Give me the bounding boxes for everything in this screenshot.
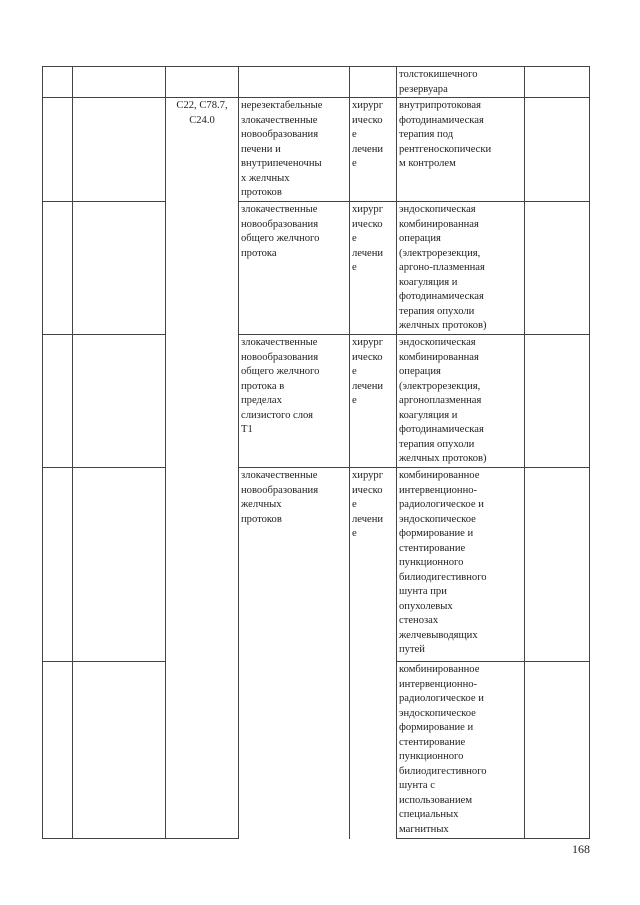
table-cell-profile: [73, 662, 166, 839]
table-cell-method: [397, 202, 525, 335]
table-row: [43, 202, 590, 335]
page-number: 168: [572, 842, 590, 856]
icd-codes: С22, С78.7, С24.0: [176, 100, 228, 126]
treatment-text: хирург ическо е лечени е: [352, 100, 384, 169]
medical-care-table: [42, 66, 590, 839]
table-cell-cost: [525, 202, 590, 335]
table-cell-treatment: [350, 335, 397, 468]
table-row: [43, 468, 590, 662]
table-cell-method: [397, 662, 525, 839]
method-text: толстокишечного резервуара: [399, 69, 478, 95]
method-text: комбинированное интервенционно- радиологическое и эндоскопическое формирование и стентирование пункционного билиодигестивного шунта с использованием специальных магнитных: [399, 664, 487, 835]
table-cell-cost: [525, 662, 590, 839]
table-cell-disease: [239, 202, 350, 335]
table-cell-number: [43, 335, 73, 468]
table-cell-method: [397, 67, 525, 98]
table-cell-number: [43, 662, 73, 839]
table-cell-treatment: [350, 98, 397, 202]
table-cell-profile: [73, 202, 166, 335]
table-cell-disease: [239, 335, 350, 468]
table-cell-method: [397, 468, 525, 662]
table-cell-disease: [239, 67, 350, 98]
table-cell-number: [43, 98, 73, 202]
table-row: [43, 98, 590, 202]
table-cell-number: [43, 67, 73, 98]
table-cell-cost: [525, 98, 590, 202]
table-cell-treatment: [350, 202, 397, 335]
table-cell-cost: [525, 67, 590, 98]
disease-text: злокачественные новообразования общего желчного протока: [241, 204, 320, 259]
table-cell-disease: [239, 98, 350, 202]
treatment-text: хирург ическо е лечени е: [352, 204, 384, 273]
table-cell-method: [397, 335, 525, 468]
table-cell-profile: [73, 468, 166, 662]
table-cell-code: [166, 662, 239, 839]
table-cell-treatment: [350, 468, 397, 839]
table-cell-number: [43, 468, 73, 662]
table-cell-code: [166, 67, 239, 98]
table-cell-disease: [239, 468, 350, 839]
table-cell-treatment: [350, 67, 397, 98]
table-cell-code: [166, 98, 239, 662]
table-row: [43, 67, 590, 98]
table-cell-profile: [73, 98, 166, 202]
table-cell-method: [397, 98, 525, 202]
method-text: комбинированное интервенционно- радиологическое и эндоскопическое формирование и стентирование пункционного билиодигестивного шунта при опухолевых стенозах желчевыводящих путей: [399, 470, 487, 655]
table-cell-number: [43, 202, 73, 335]
table-row: [43, 335, 590, 468]
method-text: внутрипротоковая фотодинамическая терапия под рентгеноскопически м контролем: [399, 100, 492, 169]
treatment-text: хирург ическо е лечени е: [352, 470, 384, 539]
disease-text: нерезектабельные злокачественные новообразования печени и внутрипеченочны х желчных протоков: [241, 100, 323, 198]
disease-text: злокачественные новообразования общего желчного протока в пределах слизистого слоя Т1: [241, 337, 320, 435]
table-cell-cost: [525, 468, 590, 662]
table-cell-profile: [73, 335, 166, 468]
method-text: эндоскопическая комбинированная операция (электрорезекция, аргоно-плазменная коагуляция и фотодинамическая терапия опухоли желчных протоков): [399, 204, 487, 331]
table-cell-cost: [525, 335, 590, 468]
method-text: эндоскопическая комбинированная операция (электрорезекция, аргоноплазменная коагуляция и фотодинамическая терапия опухоли желчных протоков): [399, 337, 487, 464]
treatment-text: хирург ическо е лечени е: [352, 337, 384, 406]
disease-text: злокачественные новообразования желчных протоков: [241, 470, 319, 525]
table-cell-profile: [73, 67, 166, 98]
